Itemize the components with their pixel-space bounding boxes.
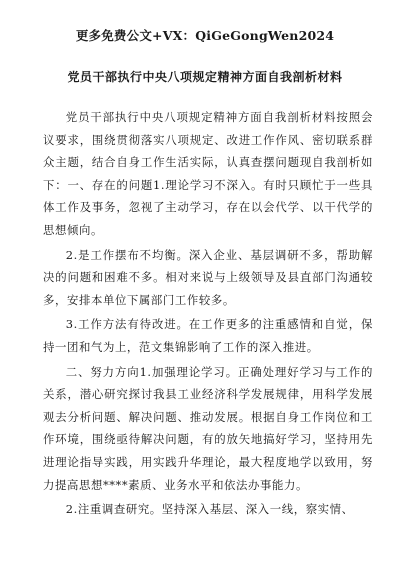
paragraph-problem-3: 3.工作方法有待改进。在工作更多的注重感情和自觉，保持一团和气为上，范文集锦影响了工作的深入推进。 [43,317,373,354]
paragraph-direction-2: 2.注重调查研究。坚持深入基层、深入一线，察实情、 [65,502,354,517]
document-body [43,106,373,523]
paragraph-direction-1: 二、努力方向1.加强理论学习。正确处理好学习与工作的关系，潜心研究探讨我县工业经济科学发展规律，用科学发展观去分析问题、解决问题、推动发展。根据自身工作岗位和工作环境，围绕亟待解决问题，有的放矢地搞好学习，坚持用先进理论指导实践，用实践升华理论，最大程度地学以致用，努力提高思想****素质、业务水平和依法办事能力。 [43,364,373,492]
document-header: 更多免费公文+VX：QiGeGongWen2024 [75,28,335,43]
paragraph-intro: 党员干部执行中央八项规定精神方面自我剖析材料按照会议要求，围绕贯彻落实八项规定、改进工作作风、密切联系群众主题，结合自身工作生活实际，认真查摆问题现自我剖析如下：一、存在的问题1.理论学习不深入。有时只顾忙于一些具体工作及事务，忽视了主动学习，存在以会代学、以干代学的思想倾向。 [43,110,373,237]
document-title: 党员干部执行中央八项规定精神方面自我剖析材料 [67,70,343,84]
paragraph-problem-2: 2.是工作摆布不均衡。深入企业、基层调研不多，帮助解决的问题和困难不多。相对来说与上级领导及县直部门沟通较多，安排本单位下属部门工作较多。 [43,247,373,307]
